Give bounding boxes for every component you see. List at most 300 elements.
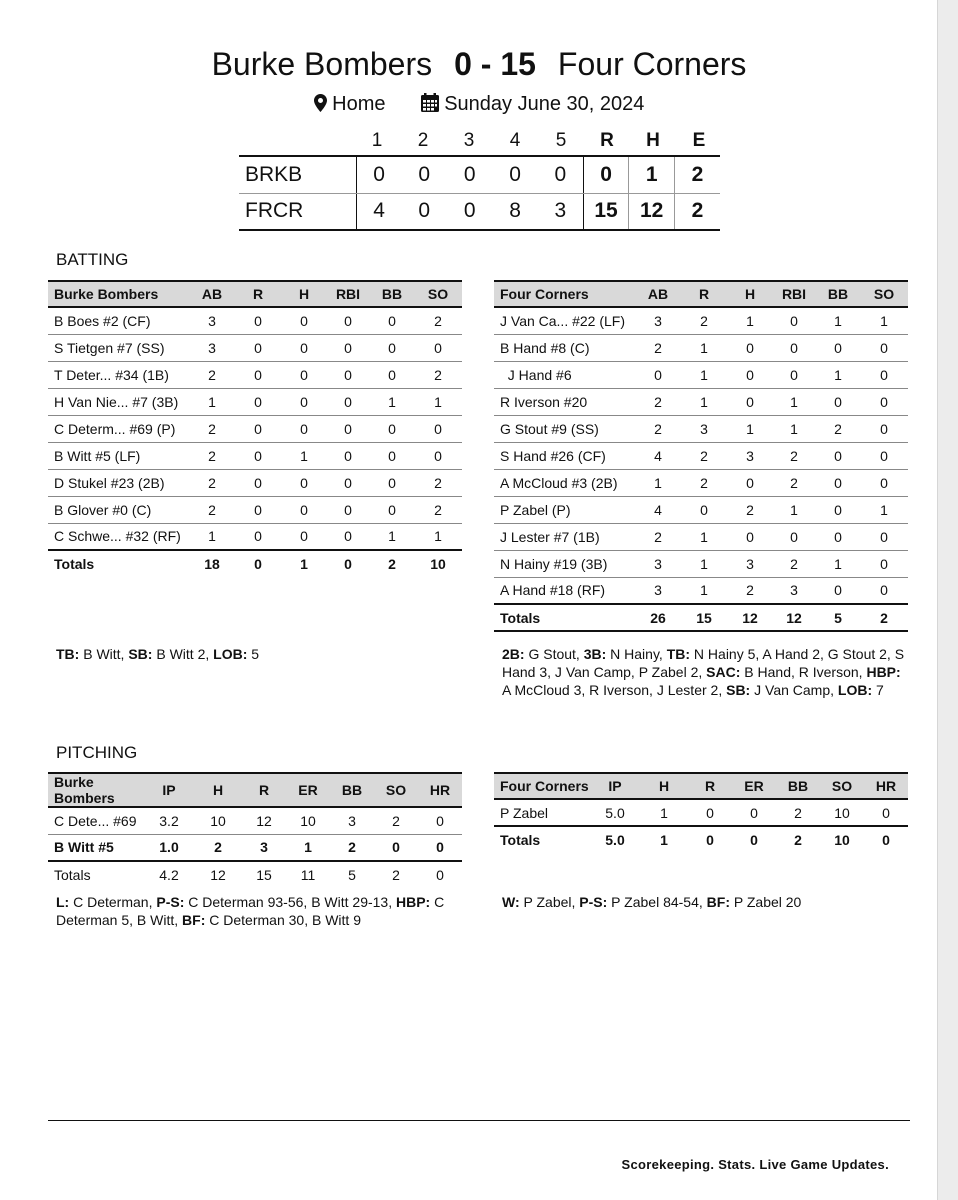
stat-cell: 1 [190,388,234,415]
stat-cell: 0 [234,415,282,442]
player-name: R Iverson #20 [494,388,636,415]
stat-cell: 2 [772,442,816,469]
errors-header: E [692,130,706,151]
footer-tagline: Scorekeeping. Stats. Live Game Updates. [621,1157,889,1172]
stat-cell: 0 [326,334,370,361]
inning-score: 0 [538,156,583,193]
stat-column-header: BB [330,773,374,807]
runs-total: 15 [583,193,629,230]
stat-cell: 0 [816,442,860,469]
stat-cell: 0 [326,307,370,334]
stat-column-header: BB [816,281,860,307]
player-row [48,834,462,861]
stat-cell: 1 [816,550,860,577]
total-cell: 12 [194,861,242,888]
inning-score: 4 [373,199,385,223]
team-name-header: Four Corners [494,281,636,307]
note-label: BF: [182,912,206,928]
stat-cell: 3 [330,807,374,834]
player-name: D Stukel #23 (2B) [48,469,190,496]
stat-cell: 3 [190,334,234,361]
stat-cell: 0 [772,307,816,334]
total-cell: 2 [776,826,820,853]
table-header-row [48,773,462,807]
note-label: P-S: [156,894,185,910]
note-text: A McCloud 3, R Iverson, J Lester 2, [502,682,727,698]
inning-score: 0 [463,199,476,223]
note-label: 3B: [583,646,607,662]
player-name: A McCloud #3 (2B) [494,469,636,496]
player-name: N Hainy #19 (3B) [494,550,636,577]
stat-cell: 1 [680,550,728,577]
total-cell: 0 [732,826,776,853]
stat-cell: 0 [418,807,462,834]
batting-section-title: BATTING [56,250,129,269]
player-row [48,307,462,334]
stat-cell: 0 [816,469,860,496]
stat-column-header: H [640,773,688,799]
total-cell: 15 [242,861,286,888]
stat-cell: 1 [772,388,816,415]
stat-column-header: R [242,773,286,807]
stat-cell: 1 [414,388,462,415]
stat-column-header: ER [286,773,330,807]
stat-cell: 0 [234,361,282,388]
stat-cell: 1 [414,523,462,550]
note-text: P Zabel 84-54, [607,894,707,910]
stat-cell: 0 [414,334,462,361]
pitching-table-home [494,772,908,853]
stat-cell: 0 [414,415,462,442]
batting-notes-home [502,645,908,699]
stat-cell: 0 [326,415,370,442]
stat-cell: 0 [326,442,370,469]
stat-column-header: R [680,281,728,307]
stat-cell: 1 [680,334,728,361]
player-row [494,334,908,361]
game-info [0,93,958,116]
player-row [494,307,908,334]
stat-cell: 2 [680,469,728,496]
total-cell: 2 [374,861,418,888]
stat-cell: 2 [776,799,820,826]
stat-cell: 0 [326,469,370,496]
note-label: BF: [706,894,730,910]
stat-column-header: SO [820,773,864,799]
player-name: B Witt #5 [48,834,144,861]
stat-cell: 0 [864,799,908,826]
stat-cell: 3 [728,442,772,469]
total-cell: 18 [190,550,234,577]
game-title [0,46,958,83]
player-name: C Schwe... #32 (RF) [48,523,190,550]
stat-cell: 1 [370,523,414,550]
stat-cell: 0 [772,523,816,550]
player-name: J Van Ca... #22 (LF) [494,307,636,334]
inning-score: 0 [492,156,537,193]
stat-column-header: RBI [326,281,370,307]
pitching-section-title: PITCHING [56,743,138,762]
stat-cell: 0 [860,415,908,442]
totals-row [48,861,462,888]
stat-cell: 3 [636,577,680,604]
stat-cell: 2 [190,361,234,388]
errors-total: 2 [675,193,721,230]
stat-cell: 2 [636,388,680,415]
player-row [48,334,462,361]
stat-cell: 0 [234,496,282,523]
stat-cell: 0 [234,442,282,469]
totals-label: Totals [494,826,590,853]
stat-cell: 2 [728,496,772,523]
total-cell: 2 [370,550,414,577]
stat-cell: 3 [242,834,286,861]
team-abbr: BRKB [239,156,356,193]
stat-column-header: HR [864,773,908,799]
note-text: 7 [872,682,884,698]
stat-cell: 2 [636,523,680,550]
totals-label: Totals [494,604,636,631]
stat-cell: 2 [414,307,462,334]
stat-cell: 1 [680,577,728,604]
runs-total: 0 [583,156,629,193]
stat-cell: 2 [728,577,772,604]
note-label: HBP: [396,894,431,910]
stat-cell: 2 [636,415,680,442]
player-row [48,415,462,442]
stat-column-header: R [688,773,732,799]
player-row [494,799,908,826]
table-header-row [48,281,462,307]
stat-cell: 0 [860,334,908,361]
stat-cell: 0 [326,388,370,415]
stat-cell: 0 [860,523,908,550]
player-name: B Witt #5 (LF) [48,442,190,469]
player-row [494,469,908,496]
stat-cell: 2 [414,469,462,496]
stat-cell: 2 [772,550,816,577]
stat-cell: 1 [190,523,234,550]
totals-row [494,604,908,631]
stat-cell: 2 [190,415,234,442]
stat-column-header: HR [418,773,462,807]
total-cell: 1 [282,550,326,577]
stat-cell: 12 [242,807,286,834]
note-label: TB: [666,646,691,662]
note-text: N Hainy, [606,646,667,662]
batting-table-home [494,280,908,632]
stat-cell: 10 [194,807,242,834]
stat-column-header: ER [732,773,776,799]
stat-cell: 0 [282,469,326,496]
player-row [494,442,908,469]
stat-cell: 2 [330,834,374,861]
line-score-row-home [239,193,720,230]
inning-header: 3 [463,130,475,151]
note-text: G Stout, [524,646,584,662]
home-team-name: Four Corners [557,46,747,82]
stat-cell: 0 [326,523,370,550]
stat-cell: 2 [190,442,234,469]
inning-score: 3 [554,199,567,223]
stat-cell: 1 [728,307,772,334]
final-score: 0 - 15 [454,46,536,82]
stat-cell: 4 [636,442,680,469]
stat-cell: 2 [190,496,234,523]
note-label: SB: [726,682,751,698]
stat-cell: 1 [860,496,908,523]
stat-cell: 5.0 [590,799,640,826]
player-row [48,442,462,469]
stat-cell: 0 [326,361,370,388]
total-cell: 5.0 [590,826,640,853]
stat-cell: 1 [816,307,860,334]
stat-cell: 0 [728,361,772,388]
note-text: N Hainy 5, A Hand 2, G Stout 2, S Hand 3, J Van Camp, P Zabel 2, [502,646,905,680]
stat-column-header: RBI [772,281,816,307]
stat-cell: 2 [680,442,728,469]
errors-total: 2 [675,156,721,193]
stat-cell: 2 [636,334,680,361]
stat-cell: 0 [234,334,282,361]
player-row [48,496,462,523]
stat-cell: 0 [234,469,282,496]
stat-cell: 0 [816,496,860,523]
stat-cell: 2 [680,307,728,334]
totals-row [48,550,462,577]
table-header-row [494,281,908,307]
player-name: A Hand #18 (RF) [494,577,636,604]
stat-cell: 0 [374,834,418,861]
stat-cell: 0 [282,523,326,550]
stat-cell: 0 [860,469,908,496]
player-name: J Hand #6 [494,361,636,388]
stat-cell: 0 [282,415,326,442]
line-score-row-away [239,156,720,193]
stat-cell: 0 [860,577,908,604]
inning-score: 0 [356,156,401,193]
stat-cell: 0 [326,496,370,523]
stat-cell: 3 [728,550,772,577]
total-cell: 0 [864,826,908,853]
stat-column-header: BB [370,281,414,307]
stat-cell: 1 [772,415,816,442]
total-cell: 26 [636,604,680,631]
stat-cell: 0 [728,388,772,415]
note-text: B Witt, [79,646,129,662]
total-cell: 1 [640,826,688,853]
note-label: 2B: [502,646,525,662]
note-text: 5 [247,646,260,662]
player-name: B Boes #2 (CF) [48,307,190,334]
total-cell: 2 [860,604,908,631]
batting-table-away [48,280,462,577]
stat-cell: 3.2 [144,807,194,834]
note-label: W: [502,894,520,910]
totals-row [494,826,908,853]
pitching-table-away [48,772,462,888]
player-name: B Hand #8 (C) [494,334,636,361]
inning-score: 0 [402,156,447,193]
game-date: Sunday June 30, 2024 [444,93,645,115]
stat-column-header: SO [374,773,418,807]
note-label: L: [56,894,70,910]
player-row [494,496,908,523]
stat-cell: 1 [282,442,326,469]
inning-header: 2 [417,130,429,151]
stat-cell: 2 [374,807,418,834]
player-row [48,469,462,496]
note-label: LOB: [213,646,248,662]
stat-cell: 0 [282,496,326,523]
total-cell: 5 [330,861,374,888]
player-name: S Tietgen #7 (SS) [48,334,190,361]
stat-column-header: AB [636,281,680,307]
stat-cell: 0 [860,361,908,388]
stat-cell: 0 [370,334,414,361]
note-label: SAC: [706,664,741,680]
stat-cell: 10 [820,799,864,826]
stat-cell: 1 [680,361,728,388]
stat-column-header: AB [190,281,234,307]
player-name: S Hand #26 (CF) [494,442,636,469]
stat-cell: 0 [860,388,908,415]
stat-cell: 0 [688,799,732,826]
stat-cell: 1 [370,388,414,415]
stat-cell: 0 [282,361,326,388]
stat-cell: 0 [370,415,414,442]
note-text: C Determan 93-56, B Witt 29-13, [184,894,396,910]
stat-cell: 0 [860,442,908,469]
inning-score: 8 [509,199,521,223]
player-name: B Glover #0 (C) [48,496,190,523]
stat-cell: 0 [234,307,282,334]
stat-cell: 1 [772,496,816,523]
stat-cell: 0 [282,307,326,334]
stat-cell: 0 [816,577,860,604]
player-name: C Determ... #69 (P) [48,415,190,442]
inning-header: 4 [509,130,521,151]
stat-cell: 0 [728,334,772,361]
stat-cell: 0 [816,388,860,415]
stat-column-header: H [282,281,326,307]
total-cell: 12 [728,604,772,631]
totals-label: Totals [48,861,144,888]
note-text: J Van Camp, [750,682,838,698]
stat-cell: 1 [636,469,680,496]
stat-cell: 2 [194,834,242,861]
player-row [494,577,908,604]
player-name: P Zabel (P) [494,496,636,523]
note-label: HBP: [866,664,901,680]
total-cell: 0 [418,861,462,888]
footer-divider [48,1120,910,1121]
stat-cell: 1 [640,799,688,826]
stat-cell: 0 [370,442,414,469]
stat-cell: 2 [414,496,462,523]
total-cell: 15 [680,604,728,631]
stat-column-header: H [728,281,772,307]
total-cell: 0 [234,550,282,577]
stat-cell: 1 [680,523,728,550]
team-name-header: Four Corners [494,773,590,799]
total-cell: 11 [286,861,330,888]
note-text: P Zabel, [519,894,580,910]
total-cell: 10 [414,550,462,577]
stat-cell: 0 [732,799,776,826]
total-cell: 10 [820,826,864,853]
stat-column-header: SO [414,281,462,307]
pitching-notes-home [502,893,908,911]
total-cell: 0 [688,826,732,853]
note-text: C Determan 30, B Witt 9 [205,912,361,928]
player-row [494,361,908,388]
player-row [494,415,908,442]
player-name: P Zabel [494,799,590,826]
inning-header: 5 [555,130,567,151]
player-name: J Lester #7 (1B) [494,523,636,550]
note-label: TB: [56,646,80,662]
stat-column-header: H [194,773,242,807]
total-cell: 0 [326,550,370,577]
player-row [48,388,462,415]
total-cell: 4.2 [144,861,194,888]
player-row [494,523,908,550]
batting-notes-away [56,645,456,663]
note-text: C Determan, [69,894,157,910]
table-header-row [494,773,908,799]
stat-cell: 0 [816,523,860,550]
team-name-header: Burke Bombers [48,773,144,807]
stat-column-header: SO [860,281,908,307]
stat-cell: 0 [282,334,326,361]
stat-cell: 3 [190,307,234,334]
player-row [494,550,908,577]
stat-cell: 0 [282,388,326,415]
note-label: P-S: [579,894,608,910]
inning-score: 0 [447,156,492,193]
team-abbr: FRCR [239,193,356,230]
stat-cell: 0 [860,550,908,577]
note-text: P Zabel 20 [730,894,802,910]
stat-cell: 2 [816,415,860,442]
player-name: T Deter... #34 (1B) [48,361,190,388]
note-label: LOB: [837,682,873,698]
note-text: C Determan 5, B Witt, [56,894,445,928]
stat-column-header: IP [144,773,194,807]
away-team-name: Burke Bombers [211,46,433,82]
hits-header: H [646,130,660,151]
runs-header: R [600,130,614,151]
stat-cell: 2 [772,469,816,496]
stat-cell: 0 [370,307,414,334]
stat-cell: 2 [414,361,462,388]
stat-cell: 0 [816,334,860,361]
stat-cell: 0 [772,361,816,388]
stat-cell: 1 [680,388,728,415]
total-cell: 5 [816,604,860,631]
player-row [48,807,462,834]
stat-cell: 3 [772,577,816,604]
totals-label: Totals [48,550,190,577]
stat-cell: 0 [680,496,728,523]
stat-cell: 0 [370,361,414,388]
stat-cell: 10 [286,807,330,834]
game-location: Home [332,93,386,115]
hits-total: 1 [629,156,675,193]
stat-cell: 1 [816,361,860,388]
note-text: B Hand, R Iverson, [740,664,867,680]
